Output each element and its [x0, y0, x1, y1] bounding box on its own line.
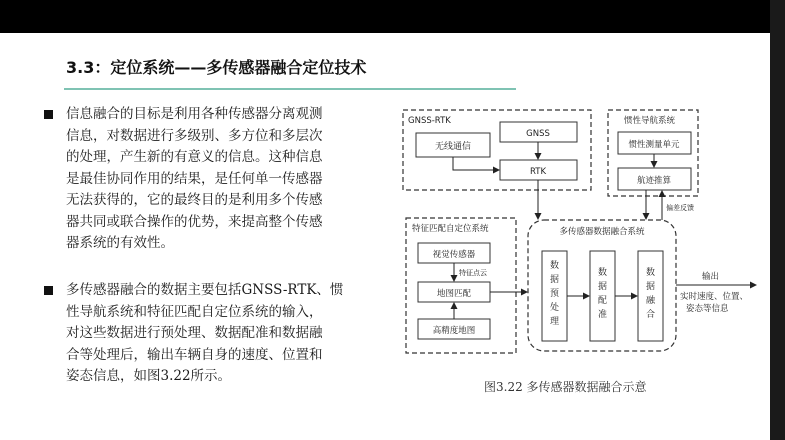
feedback-label: 偏差反馈 [666, 204, 694, 212]
bullet-2-line: 姿态信息，如图3.22所示。 [66, 368, 232, 384]
top-black-bar [0, 0, 785, 33]
feature-points-label: 特征点云 [459, 269, 487, 277]
data-fusion-char: 融 [645, 296, 656, 306]
bullet-1-line: 信息融合的目标是利用各种传感器分离观测 [66, 106, 323, 122]
preprocess-char: 处 [549, 303, 560, 313]
figure-caption: 图3.22 多传感器数据融合示意 [484, 380, 647, 394]
registration-char: 数 [597, 268, 608, 278]
preprocess-char: 理 [549, 317, 560, 327]
registration-char: 据 [597, 282, 608, 292]
visual-sensor-label: 视觉传感器 [432, 250, 476, 260]
map-matching-label: 地图匹配 [436, 289, 472, 299]
preprocess-char: 预 [549, 289, 560, 299]
rtk-label: RTK [529, 167, 547, 177]
bullet-2-line: 多传感器融合的数据主要包括GNSS-RTK、惯 [66, 282, 344, 298]
output-label: 输出 [702, 272, 720, 282]
bullet-1-line: 的处理，产生新的有意义的信息。这种信息 [66, 149, 323, 165]
fusion-system-label: 多传感器数据融合系统 [559, 227, 645, 237]
imu-label: 惯性测量单元 [628, 140, 680, 150]
wireless-comm-label: 无线通信 [434, 142, 472, 152]
gnss-rtk-group-label: GNSS-RTK [408, 116, 451, 126]
bullet-2-line: 性导航系统和特征匹配自定位系统的输入， [66, 303, 323, 320]
registration-char: 准 [597, 310, 608, 320]
wireless-to-rtk-arrow [453, 157, 499, 170]
bullet-1-line: 是最佳协同作用的结果，是任何单一传感器 [66, 170, 323, 187]
data-fusion-char: 据 [645, 282, 656, 292]
output-info-line: 实时速度、位置、 [680, 292, 749, 302]
hd-map-label: 高精度地图 [432, 326, 476, 336]
bullet-1-line: 无法获得的，它的最终目的是利用多个传感 [66, 192, 323, 208]
bullet-2-line: 对这些数据进行预处理、数据配准和数据融 [66, 325, 323, 341]
slide [0, 33, 770, 440]
registration-char: 配 [597, 296, 608, 306]
feature-matching-group-label: 特征匹配自定位系统 [412, 224, 489, 234]
preprocess-char: 数 [549, 261, 560, 271]
dead-reckoning-label: 航迹推算 [636, 176, 672, 186]
bullet-1-line: 信息，对数据进行多级别、多方位和多层次 [66, 127, 323, 144]
data-fusion-char: 数 [645, 268, 656, 278]
right-scroll-strip [770, 0, 785, 440]
bullet-1-line: 器系统的有效性。 [66, 235, 174, 251]
fusion-diagram [0, 33, 770, 440]
preprocess-char: 据 [549, 275, 560, 285]
data-fusion-char: 合 [645, 310, 656, 320]
gnss-label: GNSS [526, 129, 550, 139]
output-info-line: 姿态等信息 [686, 304, 729, 314]
ins-group-label: 惯性导航系统 [624, 116, 676, 126]
slide-title: 3.3：定位系统——多传感器融合定位技术 [66, 58, 367, 77]
bullet-2-line: 合等处理后，输出车辆自身的速度、位置和 [66, 346, 323, 363]
bullet-1-line: 器共同或联合操作的优势，来提高整个传感 [66, 213, 323, 230]
